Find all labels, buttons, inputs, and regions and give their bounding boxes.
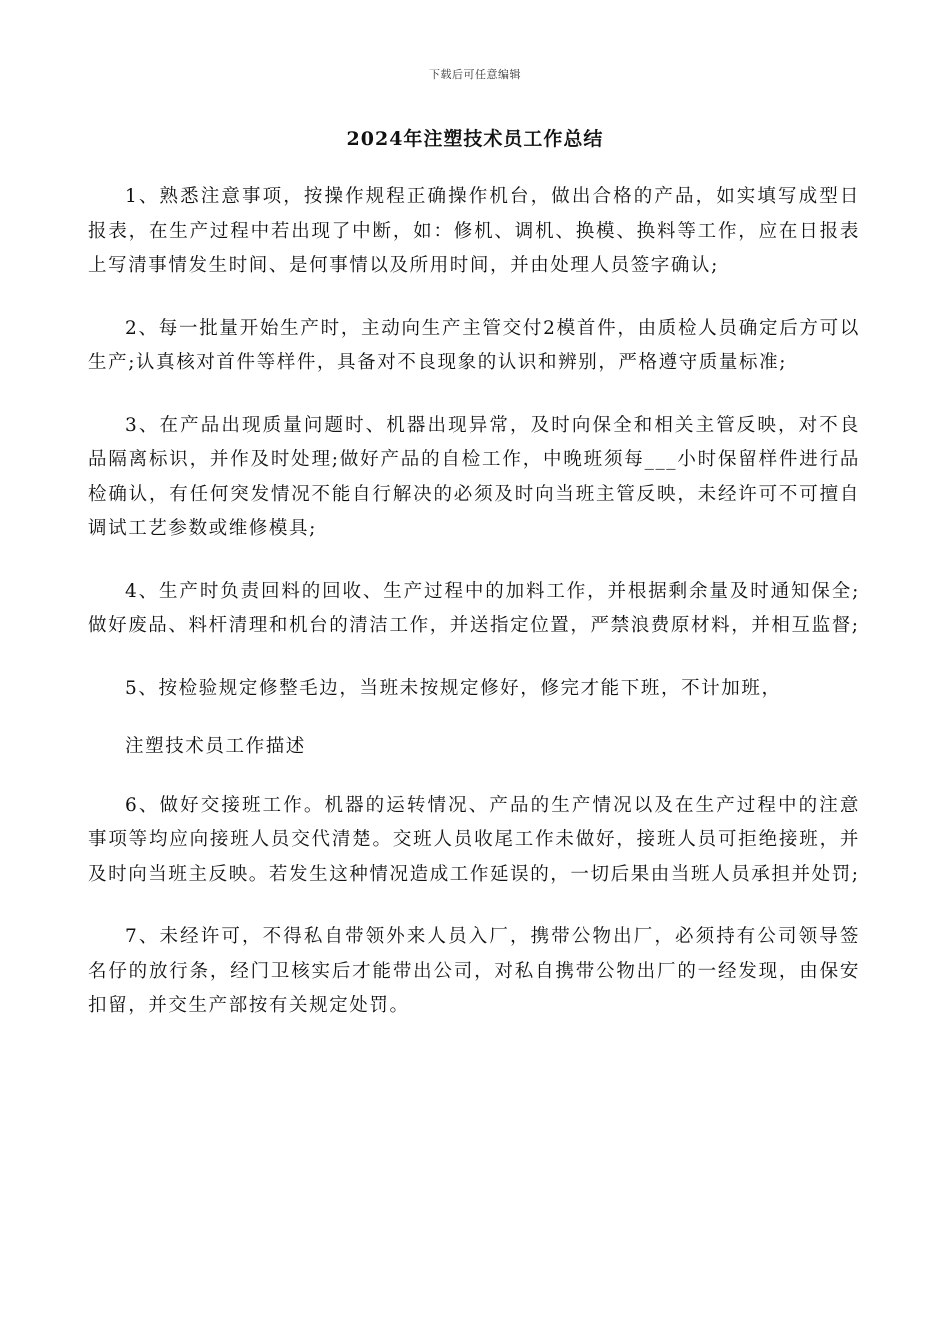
document-body xyxy=(88,180,860,1052)
paragraph-5: 5、按检验规定修整毛边，当班未按规定修好，修完才能下班，不计加班， xyxy=(125,677,782,699)
paragraph-2: 2、每一批量开始生产时，主动向生产主管交付2模首件，由质检人员确定后方可以生产;认真核对首件等样件，具备对不良现象的认识和辨别，严格遵守质量标准; xyxy=(88,317,860,373)
paragraph-4: 4、生产时负责回料的回收、生产过程中的加料工作，并根据剩余量及时通知保全;做好废品、料杆清理和机台的清洁工作，并送指定位置，严禁浪费原材料，并相互监督; xyxy=(88,580,860,636)
paragraph-7: 7、未经许可，不得私自带领外来人员入厂，携带公物出厂，必须持有公司领导签名仔的放行条，经门卫核实后才能带出公司，对私自携带公物出厂的一经发现，由保安扣留，并交生产部按有关规定处罚。 xyxy=(88,926,860,1016)
header-note: 下载后可任意编辑 xyxy=(429,68,521,81)
paragraph-1: 1、熟悉注意事项，按操作规程正确操作机台，做出合格的产品，如实填写成型日报表，在生产过程中若出现了中断，如：修机、调机、换模、换料等工作，应在日报表上写清事情发生时间、是何事情以及所用时间，并由处理人员签字确认; xyxy=(88,186,860,276)
section-heading: 注塑技术员工作描述 xyxy=(125,736,306,757)
document-title: 2024年注塑技术员工作总结 xyxy=(346,128,604,150)
paragraph-6: 6、做好交接班工作。机器的运转情况、产品的生产情况以及在生产过程中的注意事项等均应向接班人员交代清楚。交班人员收尾工作未做好，接班人员可拒绝接班，并及时向当班主反映。若发生这种情况造成工作延误的，一切后果由当班人员承担并处罚; xyxy=(88,794,860,885)
paragraph-3: 3、在产品出现质量问题时、机器出现异常，及时向保全和相关主管反映，对不良品隔离标识，并作及时处理;做好产品的自检工作，中晚班须每___小时保留样件进行品检确认，有任何突发情况不能自行解决的必须及时向当班主管反映，未经许可不可擅自调试工艺参数或维修模具; xyxy=(88,414,860,539)
